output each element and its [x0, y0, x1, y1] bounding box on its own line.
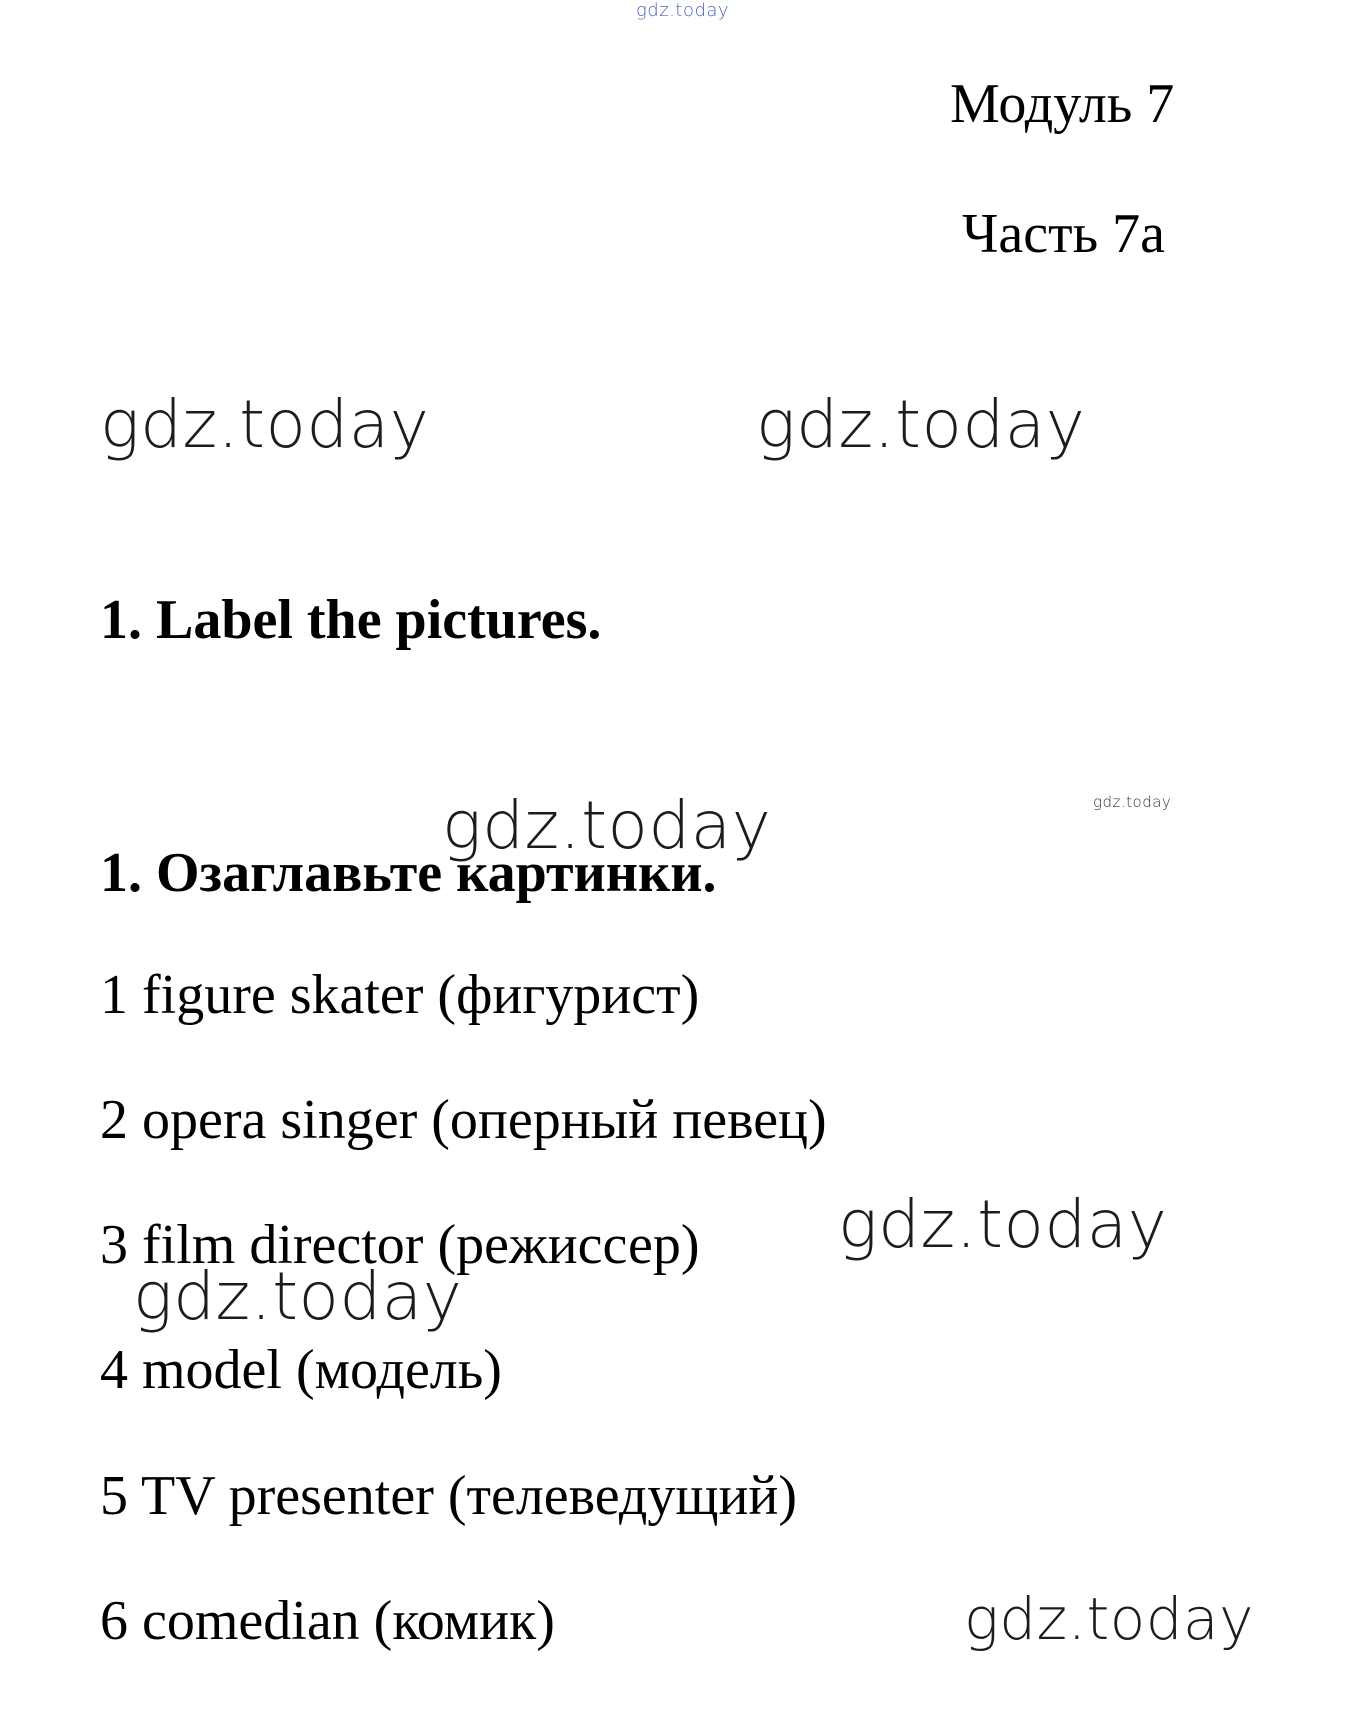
watermark-middle: gdz.today [442, 787, 772, 864]
watermark-bottom: gdz.today [964, 1585, 1254, 1653]
watermark-left: gdz.today [100, 386, 430, 463]
answer-item: 2 opera singer (оперный певец) [100, 1089, 827, 1151]
watermark-small: gdz.today [1093, 793, 1172, 811]
answer-item: 4 model (модель) [100, 1339, 502, 1401]
answer-item: 6 comedian (комик) [100, 1590, 555, 1652]
watermark-top: gdz.today [636, 0, 730, 21]
module-title: Модуль 7 [950, 73, 1175, 135]
watermark-under-item-3: gdz.today [133, 1258, 463, 1335]
task-title-russian: 1. Озаглавьте картинки. [100, 842, 717, 904]
watermark-right: gdz.today [756, 386, 1086, 463]
watermark-near-item-3: gdz.today [838, 1186, 1168, 1263]
answer-item: 3 film director (режиссер) [100, 1214, 700, 1276]
answer-item: 5 TV presenter (телеведущий) [100, 1465, 798, 1527]
task-title-english: 1. Label the pictures. [100, 589, 602, 651]
answer-item: 1 figure skater (фигурист) [100, 964, 700, 1026]
part-title: Часть 7а [962, 203, 1165, 265]
